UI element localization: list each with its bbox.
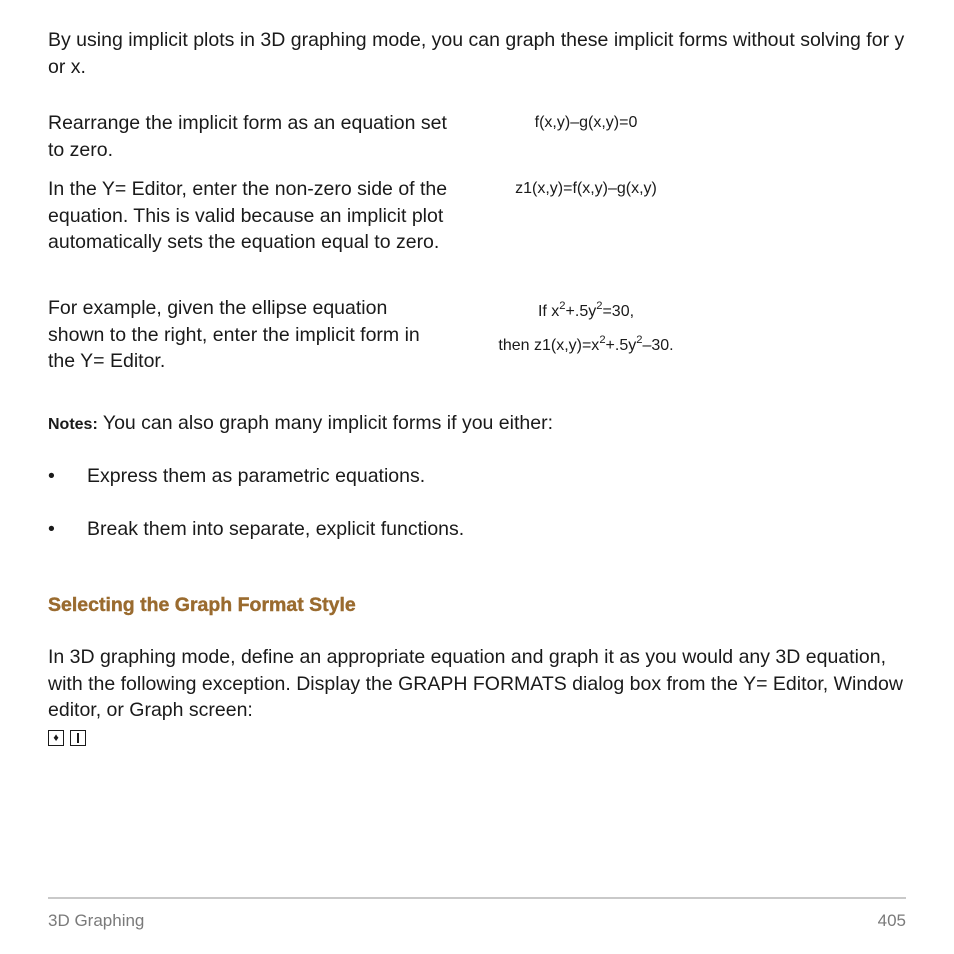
notes-label: Notes: xyxy=(48,416,98,433)
step-1-example: f(x,y)–g(x,y)=0 xyxy=(534,114,638,131)
footer-chapter: 3D Graphing xyxy=(48,911,145,930)
step-2-text: In the Y= Editor, enter the non-zero side of the equation. This is valid because an implicit plot automatically sets the equation equal to zero. xyxy=(48,178,448,253)
step-3-example-line-2: then $z1(x,y)=x^2+.5y^2-30$. xyxy=(498,333,674,354)
key-sequence xyxy=(48,730,86,746)
section-heading: Selecting the Graph Format Style xyxy=(48,594,356,616)
notes-paragraph xyxy=(48,410,908,439)
step-1-text: Rearrange the implicit form as an equation set to zero. xyxy=(48,112,447,161)
bullet-text: Break them into separate, explicit functions. xyxy=(87,518,465,540)
f-key-icon xyxy=(70,730,86,746)
list-item xyxy=(48,516,908,543)
bullet-text: Express them as parametric equations. xyxy=(87,465,426,487)
bullet-icon: • xyxy=(48,518,55,540)
diamond-key-icon: ♦ xyxy=(48,730,64,746)
step-3-example-line-1: If $x^2+.5y^2=30$, xyxy=(537,299,635,320)
bullet-icon: • xyxy=(48,465,55,487)
section-body: In 3D graphing mode, define an appropriate equation and graph it as you would any 3D equation, with the following exception. Display the GRAPH FORMATS dialog box from the Y= Editor, Window editor, or Graph screen: xyxy=(48,646,903,721)
page-number: 405 xyxy=(877,911,906,930)
intro-paragraph: By using implicit plots in 3D graphing mode, you can graph these implicit forms without solving for y or x. xyxy=(48,29,905,78)
list-item xyxy=(48,463,908,490)
step-2-example: z1(x,y)=f(x,y)–g(x,y) xyxy=(515,180,657,197)
notes-text: You can also graph many implicit forms if you either: xyxy=(97,412,554,434)
footer-divider xyxy=(48,897,906,899)
step-3-text: For example, given the ellipse equation shown to the right, enter the implicit form in the Y= Editor. xyxy=(48,297,420,372)
